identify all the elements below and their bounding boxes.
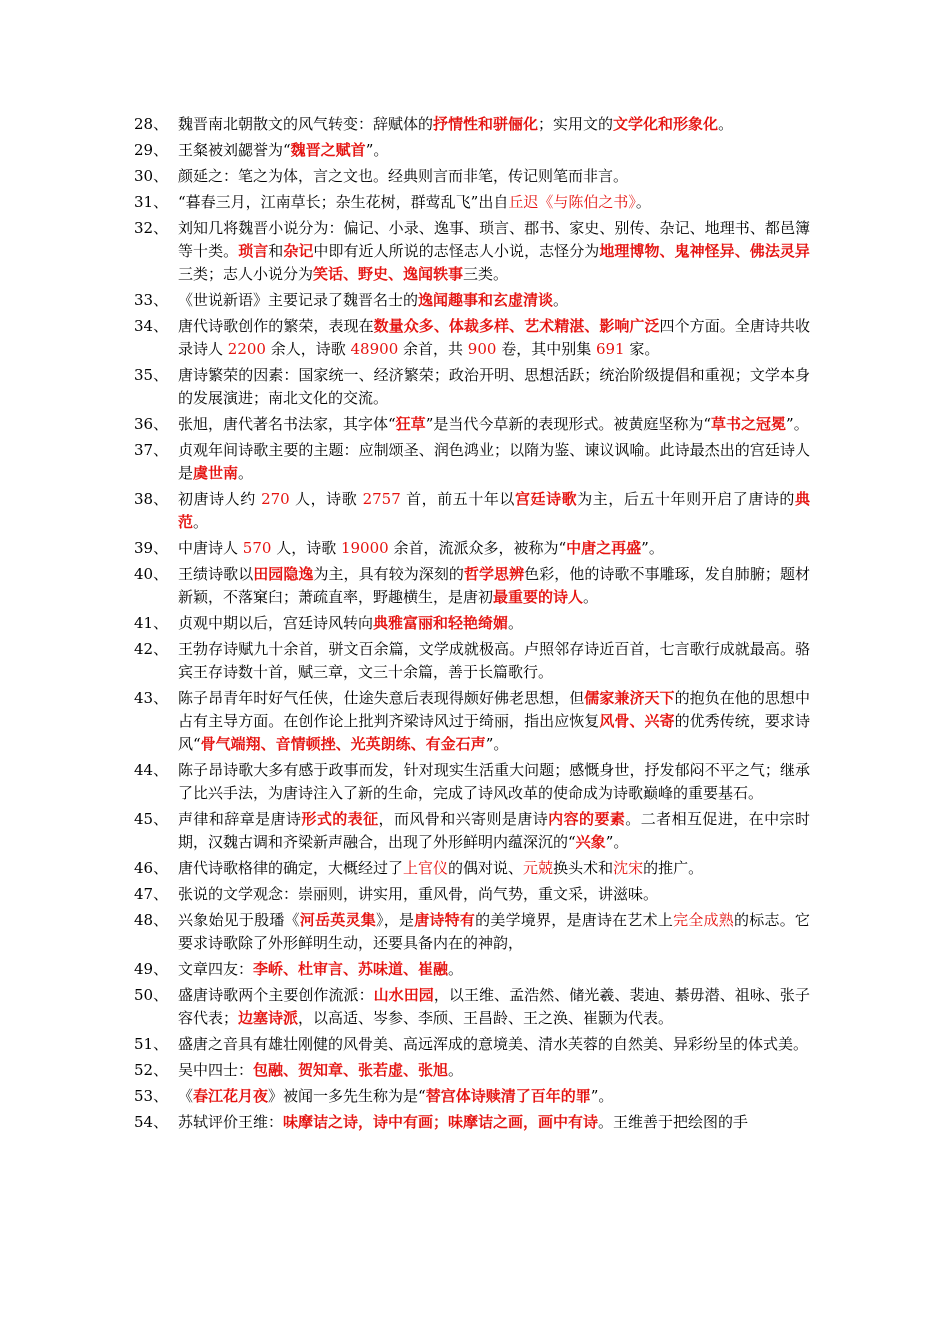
text-segment: 的推广。	[643, 859, 704, 877]
list-item	[0, 413, 950, 436]
item-text	[178, 113, 810, 136]
item-number: 31、	[134, 193, 169, 211]
text-segment: 的标志。它要求诗歌除了外形鲜明生动，还要具备内在的神韵，	[178, 911, 810, 952]
item-number: 47、	[134, 885, 169, 903]
highlighted-term: 包融、贺知章、张若虚、张旭	[253, 1061, 449, 1079]
text-segment: 兴象始见于殷璠《	[178, 911, 300, 929]
item-number: 41、	[134, 614, 169, 632]
text-segment: ”。	[605, 833, 629, 851]
text-segment: 《	[178, 1087, 194, 1105]
highlighted-term: 48900	[350, 340, 399, 358]
item-text	[178, 808, 810, 854]
highlighted-term: 2757	[362, 490, 401, 508]
item-number: 38、	[134, 490, 169, 508]
item-text	[178, 165, 810, 188]
text-segment: 。	[238, 464, 254, 482]
item-text	[178, 1059, 810, 1082]
text-segment: 王绩诗歌以	[178, 565, 254, 583]
highlighted-term: 2200	[227, 340, 266, 358]
text-segment: 吴中四士：	[178, 1061, 254, 1079]
text-segment: 唐诗繁荣的因素：国家统一、经济繁荣；政治开明、思想活跃；统治阶级提倡和重视；文学本身的发展演进；南北文化的交流。	[178, 366, 810, 407]
text-segment: 颜延之：笔之为体，言之文也。经典则言而非笔，传记则笔而非言。	[178, 167, 629, 185]
item-text	[178, 217, 810, 286]
text-segment: 和	[268, 242, 284, 260]
highlighted-term: 替宫体诗赎清了百年的罪	[425, 1087, 591, 1105]
item-number: 42、	[134, 640, 169, 658]
item-text	[178, 883, 810, 906]
highlighted-term: 风骨、兴寄	[599, 712, 675, 730]
item-text	[178, 315, 810, 361]
highlighted-term: 宫廷诗歌	[514, 490, 578, 508]
highlighted-term: 虞世南	[193, 464, 239, 482]
list-item	[0, 1059, 950, 1082]
text-segment: 。	[718, 115, 734, 133]
text-segment: 中唐诗人	[178, 539, 243, 557]
text-segment: 。	[635, 193, 651, 211]
text-segment: 盛唐之音具有雄壮刚健的风骨美、高远浑成的意境美、清水芙蓉的自然美、异彩纷呈的体式美。	[178, 1035, 809, 1053]
item-text	[178, 958, 810, 981]
text-segment: 余首，流派众多，被称为“	[388, 539, 567, 557]
text-segment: ”。	[590, 1087, 614, 1105]
list-item	[0, 217, 950, 286]
list-item	[0, 1085, 950, 1108]
list-item	[0, 439, 950, 485]
text-segment: 魏晋南北朝散文的风气转变：辞赋体的	[178, 115, 434, 133]
text-segment: 的美学境界，是唐诗在艺术上	[475, 911, 674, 929]
text-segment: ，以高适、岑参、李颀、王昌龄、王之涣、崔颢为代表。	[298, 1009, 674, 1027]
item-text	[178, 687, 810, 756]
text-segment: 为主，后五十年则开启了唐诗的	[577, 490, 795, 508]
highlighted-term: 李峤、杜审言、苏味道、崔融	[253, 960, 449, 978]
highlighted-term: 田园隐逸	[253, 565, 314, 583]
text-segment: 初唐诗人约	[178, 490, 262, 508]
text-segment: 家。	[624, 340, 660, 358]
item-number: 33、	[134, 291, 169, 309]
text-segment: 唐代诗歌格律的确定，大概经过了	[178, 859, 404, 877]
item-text	[178, 488, 810, 534]
text-segment: 声律和辞章是唐诗	[178, 810, 302, 828]
item-number: 40、	[134, 565, 169, 583]
list-item	[0, 984, 950, 1030]
text-segment: 余首，共	[398, 340, 468, 358]
text-segment: ”。	[365, 141, 389, 159]
text-segment: 》，是	[376, 911, 415, 929]
text-segment: 四个方面。全唐诗共收录诗人	[178, 317, 810, 358]
text-segment: 盛唐诗歌两个主要创作流派：	[178, 986, 374, 1004]
text-segment: 陈子昂诗歌大多有感于政事而发，针对现实生活重大问题；感慨身世，抒发郁闷不平之气；继承了比兴手法，为唐诗注入了新的生命，完成了诗风改革的使命成为诗歌巅峰的重要基石。	[178, 761, 810, 802]
text-segment: 。二者相互促进，在中宗时期，汉魏古调和齐梁新声融合，出现了外形鲜明内蕴深沉的“	[178, 810, 810, 851]
text-segment: 首，前五十年以	[400, 490, 515, 508]
item-number: 37、	[134, 441, 169, 459]
highlighted-term: 边塞诗派	[238, 1009, 299, 1027]
item-number: 34、	[134, 317, 169, 335]
text-segment: 的偶对说、	[448, 859, 524, 877]
highlighted-term: 逸闻趣事和玄虚清谈	[418, 291, 554, 309]
text-segment: 。	[448, 1061, 464, 1079]
highlighted-term: 笑话、野史、逸闻轶事	[313, 265, 464, 283]
highlighted-term: 典雅富丽和轻艳绮媚	[373, 614, 509, 632]
list-item	[0, 364, 950, 410]
list-item	[0, 1033, 950, 1056]
list-item	[0, 857, 950, 880]
item-number: 30、	[134, 167, 169, 185]
numbered-list	[0, 113, 950, 1137]
list-item	[0, 488, 950, 534]
item-number: 48、	[134, 911, 169, 929]
text-segment: 余人，诗歌	[265, 340, 351, 358]
text-segment: 苏轼评价王维：	[178, 1113, 284, 1131]
item-text	[178, 289, 810, 312]
highlighted-term: 沈宋	[613, 859, 644, 877]
item-number: 29、	[134, 141, 169, 159]
highlighted-term: 味摩诘之诗，诗中有画；味摩诘之画，画中有诗	[283, 1113, 599, 1131]
item-text	[178, 984, 810, 1030]
highlighted-term: 儒家兼济天下	[584, 689, 675, 707]
highlighted-term: 琐言	[238, 242, 269, 260]
highlighted-term: 900	[467, 340, 497, 358]
item-number: 32、	[134, 219, 169, 237]
highlighted-term: 河岳英灵集	[299, 911, 376, 929]
text-segment: 张旭，唐代著名书法家，其字体“	[178, 415, 396, 433]
list-item	[0, 808, 950, 854]
text-segment: 唐代诗歌创作的繁荣，表现在	[178, 317, 374, 335]
list-item	[0, 139, 950, 162]
text-segment: 的优秀传统，要求诗风“	[178, 712, 810, 753]
list-item	[0, 1111, 950, 1134]
highlighted-term: 中唐之再盛	[566, 539, 642, 557]
text-segment: 色彩，他的诗歌不事雕琢，发自肺腑；题材新颖，不落窠臼；萧疏直率，野趣横生，是唐初	[178, 565, 810, 606]
item-text	[178, 439, 810, 485]
text-segment: 贞观中期以后，宫廷诗风转向	[178, 614, 374, 632]
item-number: 44、	[134, 761, 169, 779]
item-text	[178, 857, 810, 880]
list-item	[0, 289, 950, 312]
highlighted-term: 草书之冠冕	[711, 415, 787, 433]
item-number: 43、	[134, 689, 169, 707]
item-number: 51、	[134, 1035, 169, 1053]
item-number: 36、	[134, 415, 169, 433]
list-item	[0, 909, 950, 955]
text-segment: 。	[553, 291, 569, 309]
highlighted-term: 骨气端翔、音情顿挫、光英朗练、有金石声	[200, 735, 486, 753]
text-segment: 三类。	[463, 265, 509, 283]
text-segment: 人，诗歌	[289, 490, 363, 508]
highlighted-term: 形式的表征	[301, 810, 379, 828]
text-segment: 《世说新语》主要记录了魏晋名士的	[178, 291, 419, 309]
list-item	[0, 638, 950, 684]
list-item	[0, 537, 950, 560]
highlighted-term: 完全成熟	[673, 911, 735, 929]
text-segment: 张说的文学观念：崇丽则，讲实用，重风骨，尚气势，重文采，讲滋味。	[178, 885, 659, 903]
item-number: 28、	[134, 115, 169, 133]
highlighted-term: 抒情性和骈俪化	[433, 115, 539, 133]
text-segment: 。	[508, 614, 524, 632]
text-segment: ，以王维、孟浩然、储光羲、裴迪、綦毋潜、祖咏、张子容代表；	[178, 986, 810, 1027]
item-text	[178, 364, 810, 410]
text-segment: 王粲被刘勰誉为“	[178, 141, 291, 159]
text-segment: 的抱负在他的思想中占有主导方面。在创作论上批判齐梁诗风过于绮丽，指出应恢复	[178, 689, 810, 730]
item-text	[178, 563, 810, 609]
text-segment: 王勃存诗赋九十余首，骈文百余篇，文学成就极高。卢照邻存诗近百首，七言歌行成就最高。骆宾王存诗数十首，赋三章，文三十余篇，善于长篇歌行。	[178, 640, 810, 681]
text-segment: 。王维善于把绘图的手	[598, 1113, 749, 1131]
list-item	[0, 883, 950, 906]
item-text	[178, 612, 810, 635]
text-segment: ”。	[485, 735, 509, 753]
list-item	[0, 759, 950, 805]
highlighted-term: 哲学思辨	[463, 565, 525, 583]
highlighted-term: 典范	[178, 490, 810, 531]
text-segment: 为主，具有较为深刻的	[313, 565, 464, 583]
list-item	[0, 612, 950, 635]
highlighted-term: 山水田园	[373, 986, 434, 1004]
highlighted-term: 上官仪	[403, 859, 449, 877]
highlighted-term: 兴象	[575, 833, 606, 851]
highlighted-term: 魏晋之赋首	[290, 141, 366, 159]
text-segment: 中即有近人所说的志怪志人小说，志怪分为	[313, 242, 600, 260]
text-segment: ；实用文的	[538, 115, 614, 133]
text-segment: ，而风骨和兴寄则是唐诗	[378, 810, 549, 828]
item-text	[178, 759, 810, 805]
text-segment: 陈子昂青年时好气任侠，仕途失意后表现得颇好佛老思想，但	[178, 689, 585, 707]
item-number: 50、	[134, 986, 169, 1004]
list-item	[0, 113, 950, 136]
list-item	[0, 315, 950, 361]
list-item	[0, 165, 950, 188]
text-segment: 刘知几将魏晋小说分为：偏记、小录、逸事、琐言、郡书、家史、别传、杂记、地理书、都邑簿等十类。	[178, 219, 810, 260]
highlighted-term: 270	[261, 490, 290, 508]
item-text	[178, 1085, 810, 1108]
highlighted-term: 春江花月夜	[193, 1087, 269, 1105]
item-number: 52、	[134, 1061, 169, 1079]
item-number: 46、	[134, 859, 169, 877]
highlighted-term: 最重要的诗人	[493, 588, 584, 606]
highlighted-term: 唐诗特有	[414, 911, 476, 929]
item-text	[178, 191, 810, 214]
highlighted-term: 19000	[340, 539, 389, 557]
text-segment: 换头术和	[553, 859, 614, 877]
text-segment: 人，诗歌	[271, 539, 341, 557]
item-text	[178, 909, 810, 955]
highlighted-term: 文学化和形象化	[613, 115, 719, 133]
list-item	[0, 191, 950, 214]
highlighted-term: 狂草	[395, 415, 426, 433]
list-item	[0, 687, 950, 756]
highlighted-term: 570	[242, 539, 272, 557]
text-segment: 文章四友：	[178, 960, 254, 978]
text-segment: 。	[583, 588, 599, 606]
text-segment: 》被闻一多先生称为是“	[268, 1087, 426, 1105]
highlighted-term: 杂记	[283, 242, 314, 260]
highlighted-term: 691	[595, 340, 625, 358]
item-text	[178, 537, 810, 560]
item-number: 45、	[134, 810, 169, 828]
text-segment: 卷，其中别集	[496, 340, 596, 358]
item-number: 49、	[134, 960, 169, 978]
text-segment: 三类；志人小说分为	[178, 265, 314, 283]
highlighted-term: 地理博物、鬼神怪异、佛法灵异	[599, 242, 810, 260]
item-number: 39、	[134, 539, 169, 557]
item-text	[178, 1033, 810, 1056]
item-number: 54、	[134, 1113, 169, 1131]
item-number: 53、	[134, 1087, 169, 1105]
item-text	[178, 139, 810, 162]
highlighted-term: 丘迟《与陈伯之书》	[508, 193, 636, 211]
item-number: 35、	[134, 366, 169, 384]
text-segment: ”。	[786, 415, 809, 433]
text-segment: ”。	[641, 539, 664, 557]
text-segment: 。	[193, 513, 209, 531]
list-item	[0, 563, 950, 609]
text-segment: 贞观年间诗歌主要的主题：应制颂圣、润色鸿业；以隋为鉴、谏议讽喻。此诗最杰出的宫廷诗人是	[178, 441, 810, 482]
list-item	[0, 958, 950, 981]
item-text	[178, 1111, 810, 1134]
highlighted-term: 元兢	[523, 859, 554, 877]
text-segment: “暮春三月，江南草长；杂生花树，群莺乱飞”出自	[178, 193, 509, 211]
text-segment: ”是当代今草新的表现形式。被黄庭坚称为“	[425, 415, 712, 433]
item-text	[178, 413, 810, 436]
highlighted-term: 内容的要素	[548, 810, 626, 828]
text-segment: 。	[448, 960, 464, 978]
highlighted-term: 数量众多、体裁多样、艺术精湛、影响广泛	[373, 317, 660, 335]
item-text	[178, 638, 810, 684]
